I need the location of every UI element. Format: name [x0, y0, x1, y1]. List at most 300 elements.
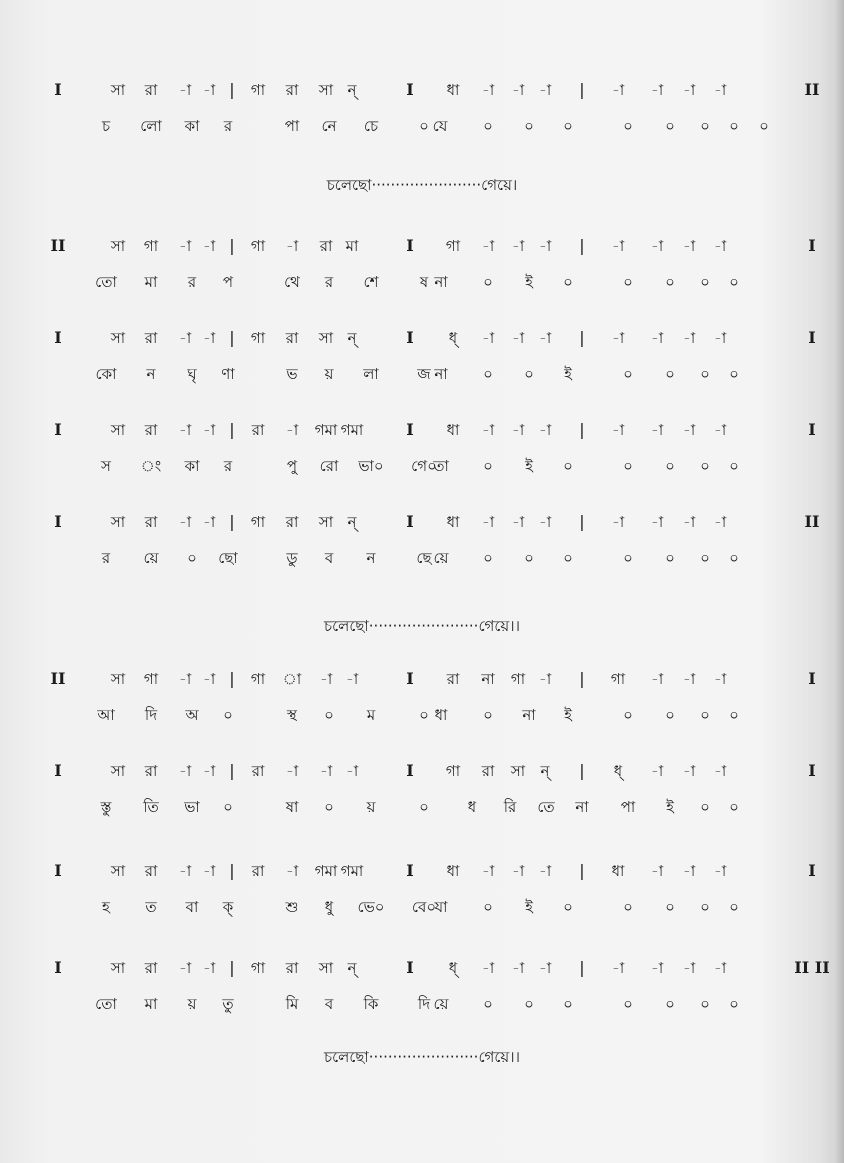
- swara-note: গমা: [314, 421, 338, 439]
- swara-note: -া: [538, 421, 552, 439]
- bar-line: I: [406, 80, 414, 99]
- bar-line: I: [54, 958, 62, 977]
- lyric-syllable: ০: [623, 365, 633, 383]
- lyric-syllable: ০: [700, 706, 710, 724]
- lyric-syllable: ০: [563, 117, 573, 135]
- swara-note: -া: [713, 862, 727, 880]
- lyric-syllable: ০: [623, 995, 633, 1013]
- lyric-syllable: তে: [537, 798, 555, 816]
- lyric-syllable: ০: [665, 549, 675, 567]
- lyric-syllable: না: [434, 273, 448, 291]
- lyric-syllable: ০: [483, 117, 493, 135]
- lyric-syllable: র: [223, 117, 233, 135]
- swara-note: গমা: [340, 421, 364, 439]
- swara-row: [0, 664, 844, 694]
- bar-line: II: [50, 236, 66, 255]
- swara-note: -া: [713, 959, 727, 977]
- lyric-syllable: পা: [620, 798, 636, 816]
- lyrics-row: [0, 111, 844, 141]
- lyric-syllable: ০: [324, 706, 334, 724]
- lyric-syllable: তো: [95, 995, 117, 1013]
- swara-note: গা: [143, 670, 159, 688]
- swara-note: সা: [318, 513, 334, 531]
- swara-note: -া: [319, 670, 333, 688]
- swara-note: সা: [110, 329, 126, 347]
- bar-line: I: [406, 958, 414, 977]
- swara-note: -া: [682, 237, 696, 255]
- swara-note: -া: [682, 670, 696, 688]
- lyric-syllable: য়ে: [433, 995, 449, 1013]
- swara-note: ধ্: [613, 762, 623, 780]
- swara-note: -া: [650, 237, 664, 255]
- swara-note: -া: [319, 762, 333, 780]
- lyric-syllable: ডু: [286, 549, 298, 567]
- swara-note: -া: [511, 421, 525, 439]
- lyric-syllable: ম: [366, 706, 376, 724]
- bar-line: I: [54, 328, 62, 347]
- lyric-syllable: মা: [144, 273, 158, 291]
- swara-note: -া: [538, 959, 552, 977]
- swara-note: -া: [202, 959, 216, 977]
- swara-note: গা: [445, 762, 461, 780]
- lyric-syllable: ০: [563, 457, 573, 475]
- swara-note: ধা: [446, 862, 460, 880]
- swara-note: গা: [510, 670, 526, 688]
- swara-note: -া: [202, 81, 216, 99]
- lyric-syllable: ০: [563, 898, 573, 916]
- lyric-syllable: মা: [144, 995, 158, 1013]
- swara-note: রা: [285, 513, 299, 531]
- swara-note: -া: [511, 81, 525, 99]
- swara-note: -া: [682, 81, 696, 99]
- lyric-syllable: দি: [144, 706, 158, 724]
- beat-separator: |: [579, 669, 585, 688]
- swara-note: সা: [318, 81, 334, 99]
- swara-note: -া: [611, 237, 625, 255]
- lyric-syllable: ০: [419, 117, 429, 135]
- lyrics-row: [0, 451, 844, 481]
- swara-note: গা: [610, 670, 626, 688]
- bar-line: I: [808, 420, 816, 439]
- lyric-syllable: ০: [563, 995, 573, 1013]
- swara-note: -া: [481, 421, 495, 439]
- bar-line: I: [808, 861, 816, 880]
- beat-separator: |: [579, 328, 585, 347]
- beat-separator: |: [579, 236, 585, 255]
- lyric-syllable: আ: [97, 706, 115, 724]
- lyric-syllable: তা: [433, 457, 449, 475]
- lyric-syllable: জ: [417, 365, 431, 383]
- lyric-syllable: স: [101, 457, 111, 475]
- bar-line: I: [54, 512, 62, 531]
- lyric-syllable: ০: [729, 798, 739, 816]
- lyrics-row: [0, 267, 844, 297]
- swara-note: গা: [250, 670, 266, 688]
- swara-note: রা: [446, 670, 460, 688]
- beat-separator: |: [579, 958, 585, 977]
- swara-row: [0, 231, 844, 261]
- beat-separator: |: [579, 761, 585, 780]
- swara-note: -া: [511, 959, 525, 977]
- swara-note: -া: [713, 670, 727, 688]
- swara-note: গা: [445, 237, 461, 255]
- lyric-syllable: ০: [700, 273, 710, 291]
- swara-note: -া: [682, 959, 696, 977]
- beat-separator: |: [229, 80, 235, 99]
- swara-note: -া: [511, 513, 525, 531]
- swara-note: গা: [250, 81, 266, 99]
- swara-note: ধ্: [448, 959, 458, 977]
- lyric-syllable: র: [223, 457, 233, 475]
- lyric-syllable: ই: [525, 273, 533, 291]
- swara-note: না: [481, 670, 495, 688]
- lyric-syllable: মি: [285, 995, 299, 1013]
- lyric-syllable: ০: [700, 549, 710, 567]
- lyric-syllable: য়: [187, 995, 197, 1013]
- lyric-syllable: কো: [95, 365, 117, 383]
- swara-note: সা: [110, 862, 126, 880]
- lyric-syllable: কা: [184, 117, 200, 135]
- lyric-syllable: ০: [483, 898, 493, 916]
- lyric-syllable: স্তু: [100, 798, 112, 816]
- lyric-syllable: ০: [700, 995, 710, 1013]
- lyric-syllable: ং: [140, 457, 162, 475]
- lyric-syllable: ০: [759, 117, 769, 135]
- swara-note: গমা: [340, 862, 364, 880]
- lyric-syllable: ০: [524, 995, 534, 1013]
- lyric-syllable: ০: [483, 273, 493, 291]
- swara-note: -া: [481, 237, 495, 255]
- swara-row: [0, 856, 844, 886]
- beat-separator: |: [579, 512, 585, 531]
- swara-note: রা: [251, 862, 265, 880]
- lyric-syllable: ০: [729, 995, 739, 1013]
- swara-note: -া: [650, 670, 664, 688]
- lyric-syllable: য়: [324, 365, 334, 383]
- bar-line: I: [406, 761, 414, 780]
- lyric-syllable: রো: [319, 457, 339, 475]
- swara-note: রা: [481, 762, 495, 780]
- swara-note: -া: [650, 959, 664, 977]
- swara-note: -া: [682, 762, 696, 780]
- lyric-syllable: ভ: [286, 365, 298, 383]
- swara-row: [0, 756, 844, 786]
- beat-separator: |: [229, 958, 235, 977]
- swara-note: গা: [250, 237, 266, 255]
- bar-line: I: [808, 328, 816, 347]
- swara-note: -া: [713, 513, 727, 531]
- lyric-syllable: ০: [483, 365, 493, 383]
- swara-note: -া: [511, 329, 525, 347]
- swara-note: -া: [682, 329, 696, 347]
- lyric-syllable: ০: [483, 995, 493, 1013]
- lyric-syllable: ব: [324, 549, 334, 567]
- swara-note: গা: [250, 513, 266, 531]
- swara-note: -া: [202, 421, 216, 439]
- lyric-syllable: শু: [285, 898, 299, 916]
- lyric-syllable: ০: [665, 457, 675, 475]
- bar-line: I: [406, 328, 414, 347]
- swara-note: ধা: [446, 513, 460, 531]
- swara-note: -া: [345, 670, 359, 688]
- swara-note: -া: [713, 762, 727, 780]
- lyric-syllable: ০: [729, 365, 739, 383]
- bar-line: I: [808, 669, 816, 688]
- lyric-syllable: ত: [145, 898, 157, 916]
- lyric-syllable: ০: [563, 273, 573, 291]
- bar-line: I: [54, 761, 62, 780]
- lyric-syllable: ষা: [285, 798, 299, 816]
- lyric-syllable: শে: [363, 273, 379, 291]
- swara-note: -া: [538, 237, 552, 255]
- lyric-syllable: ০: [665, 117, 675, 135]
- beat-separator: |: [229, 512, 235, 531]
- lyrics-row: [0, 543, 844, 573]
- refrain-line: চলেছো·······················গেয়ে।।: [324, 1048, 520, 1066]
- lyric-syllable: রি: [503, 798, 517, 816]
- lyric-syllable: ০: [623, 898, 633, 916]
- lyric-syllable: ০: [729, 273, 739, 291]
- lyric-syllable: ০: [729, 549, 739, 567]
- swara-note: রা: [144, 762, 158, 780]
- lyric-syllable: ০: [729, 706, 739, 724]
- swara-note: -া: [202, 329, 216, 347]
- swara-note: -া: [202, 762, 216, 780]
- swara-note: ধ্: [448, 329, 458, 347]
- swara-note: -া: [611, 329, 625, 347]
- lyric-syllable: ০: [623, 273, 633, 291]
- beat-separator: |: [229, 328, 235, 347]
- swara-note: -া: [481, 862, 495, 880]
- lyric-syllable: ০: [524, 117, 534, 135]
- lyrics-row: [0, 359, 844, 389]
- swara-note: রা: [285, 81, 299, 99]
- lyric-syllable: হ: [102, 898, 110, 916]
- lyric-syllable: গে০: [411, 457, 437, 475]
- beat-separator: |: [229, 761, 235, 780]
- lyric-syllable: ০: [187, 549, 197, 567]
- swara-note: ধা: [446, 421, 460, 439]
- swara-note: া: [282, 670, 302, 688]
- bar-line: II: [50, 669, 66, 688]
- lyric-syllable: ০: [223, 706, 233, 724]
- swara-note: -া: [538, 81, 552, 99]
- swara-note: -া: [202, 237, 216, 255]
- bar-line: I: [406, 420, 414, 439]
- lyric-syllable: ০: [324, 798, 334, 816]
- swara-note: -া: [345, 762, 359, 780]
- bar-line: I: [808, 236, 816, 255]
- bar-line: I: [54, 420, 62, 439]
- lyric-syllable: ০: [483, 457, 493, 475]
- swara-note: -া: [611, 959, 625, 977]
- lyric-syllable: বে০: [411, 898, 437, 916]
- lyric-syllable: ০: [223, 798, 233, 816]
- lyric-syllable: ক্: [222, 898, 234, 916]
- swara-note: -া: [650, 81, 664, 99]
- bar-line: I: [54, 861, 62, 880]
- swara-note: গা: [250, 329, 266, 347]
- lyric-syllable: ০: [700, 117, 710, 135]
- lyric-syllable: নে: [321, 117, 337, 135]
- lyric-syllable: ছে: [416, 549, 432, 567]
- swara-note: -া: [285, 421, 299, 439]
- swara-row: [0, 75, 844, 105]
- lyric-syllable: ০: [700, 457, 710, 475]
- lyric-syllable: ধ: [467, 798, 477, 816]
- lyric-syllable: তি: [143, 798, 159, 816]
- lyric-syllable: ন: [366, 549, 376, 567]
- lyric-syllable: ০: [419, 706, 429, 724]
- lyric-syllable: ০: [665, 706, 675, 724]
- lyric-syllable: যা: [434, 898, 448, 916]
- swara-note: গা: [250, 959, 266, 977]
- swara-note: -া: [650, 421, 664, 439]
- swara-note: -া: [178, 762, 192, 780]
- lyric-syllable: য়ে: [143, 549, 159, 567]
- swara-row: [0, 953, 844, 983]
- lyric-syllable: ছো: [218, 549, 238, 567]
- beat-separator: |: [579, 861, 585, 880]
- lyric-syllable: ০: [665, 898, 675, 916]
- lyric-syllable: ০: [665, 995, 675, 1013]
- lyric-syllable: থে: [284, 273, 300, 291]
- swara-note: -া: [713, 329, 727, 347]
- swara-note: -া: [611, 81, 625, 99]
- swara-note: -া: [178, 670, 192, 688]
- swara-note: -া: [538, 670, 552, 688]
- lyric-syllable: ০: [623, 706, 633, 724]
- swara-note: সা: [110, 237, 126, 255]
- swara-note: রা: [251, 762, 265, 780]
- swara-note: -া: [650, 513, 664, 531]
- swara-note: ন্: [347, 81, 357, 99]
- swara-note: -া: [538, 513, 552, 531]
- refrain-line: চলেছো·······················গেয়ে।: [326, 176, 518, 194]
- swara-note: গমা: [314, 862, 338, 880]
- swara-note: সা: [510, 762, 526, 780]
- swara-note: ন্: [540, 762, 550, 780]
- swara-note: -া: [285, 862, 299, 880]
- swara-note: -া: [650, 762, 664, 780]
- lyric-syllable: য়ে: [433, 549, 449, 567]
- lyric-syllable: ভা: [184, 798, 200, 816]
- swara-note: -া: [178, 862, 192, 880]
- swara-note: -া: [682, 513, 696, 531]
- swara-note: ধা: [446, 81, 460, 99]
- lyric-syllable: দি: [417, 995, 431, 1013]
- lyric-syllable: না: [575, 798, 589, 816]
- swara-note: সা: [318, 329, 334, 347]
- lyric-syllable: ধা: [434, 706, 448, 724]
- bar-line: I: [406, 236, 414, 255]
- swara-note: -া: [202, 670, 216, 688]
- lyric-syllable: লো: [140, 117, 162, 135]
- lyric-syllable: ০: [700, 798, 710, 816]
- swara-row: [0, 507, 844, 537]
- beat-separator: |: [579, 80, 585, 99]
- swara-note: সা: [110, 670, 126, 688]
- lyric-syllable: পু: [286, 457, 298, 475]
- swara-note: -া: [178, 329, 192, 347]
- swara-note: রা: [144, 959, 158, 977]
- swara-note: -া: [682, 862, 696, 880]
- swara-note: -া: [713, 81, 727, 99]
- swara-note: গা: [143, 237, 159, 255]
- lyric-syllable: ধু: [324, 898, 334, 916]
- lyric-syllable: ০: [623, 549, 633, 567]
- lyrics-row: [0, 892, 844, 922]
- lyric-syllable: পা: [284, 117, 300, 135]
- lyric-syllable: ভে০: [357, 898, 385, 916]
- lyric-syllable: ই: [564, 706, 572, 724]
- swara-note: -া: [202, 862, 216, 880]
- lyric-syllable: ন: [146, 365, 156, 383]
- swara-note: -া: [682, 421, 696, 439]
- swara-note: ধা: [611, 862, 625, 880]
- swara-note: -া: [481, 959, 495, 977]
- swara-note: সা: [110, 81, 126, 99]
- lyrics-row: [0, 792, 844, 822]
- lyric-syllable: ণা: [221, 365, 235, 383]
- lyric-syllable: ০: [665, 273, 675, 291]
- bar-line: II: [804, 512, 820, 531]
- lyric-syllable: ০: [729, 117, 739, 135]
- swara-note: রা: [144, 421, 158, 439]
- swara-note: -া: [481, 513, 495, 531]
- lyric-syllable: অ: [185, 706, 199, 724]
- lyric-syllable: র: [101, 549, 111, 567]
- swara-note: -া: [511, 237, 525, 255]
- swara-note: সা: [110, 762, 126, 780]
- bar-line: I: [406, 512, 414, 531]
- swara-note: রা: [144, 862, 158, 880]
- lyric-syllable: তু: [222, 995, 234, 1013]
- lyric-syllable: ০: [623, 117, 633, 135]
- swara-note: -া: [611, 421, 625, 439]
- lyric-syllable: না: [522, 706, 536, 724]
- swara-note: -া: [178, 421, 192, 439]
- bar-line: I: [808, 761, 816, 780]
- swara-note: রা: [144, 81, 158, 99]
- lyric-syllable: ০: [700, 365, 710, 383]
- lyric-syllable: ০: [483, 549, 493, 567]
- swara-note: সা: [110, 513, 126, 531]
- lyric-syllable: ব: [324, 995, 334, 1013]
- refrain-line: চলেছো·······················গেয়ে।।: [324, 617, 520, 635]
- lyric-syllable: স্থ: [287, 706, 297, 724]
- beat-separator: |: [229, 861, 235, 880]
- swara-note: -া: [650, 329, 664, 347]
- swara-note: রা: [144, 329, 158, 347]
- lyric-syllable: ০: [419, 798, 429, 816]
- lyric-syllable: তো: [95, 273, 117, 291]
- swara-note: সা: [110, 959, 126, 977]
- swara-note: -া: [713, 237, 727, 255]
- swara-note: ন্: [347, 513, 357, 531]
- lyric-syllable: চে: [363, 117, 379, 135]
- lyric-syllable: র: [187, 273, 197, 291]
- beat-separator: |: [229, 669, 235, 688]
- lyric-syllable: ০: [524, 549, 534, 567]
- swara-note: রা: [144, 513, 158, 531]
- swara-note: সা: [318, 959, 334, 977]
- lyric-syllable: কা: [184, 457, 200, 475]
- lyric-syllable: না: [434, 365, 448, 383]
- lyric-syllable: ০: [729, 898, 739, 916]
- swara-note: -া: [178, 959, 192, 977]
- swara-note: রা: [319, 237, 333, 255]
